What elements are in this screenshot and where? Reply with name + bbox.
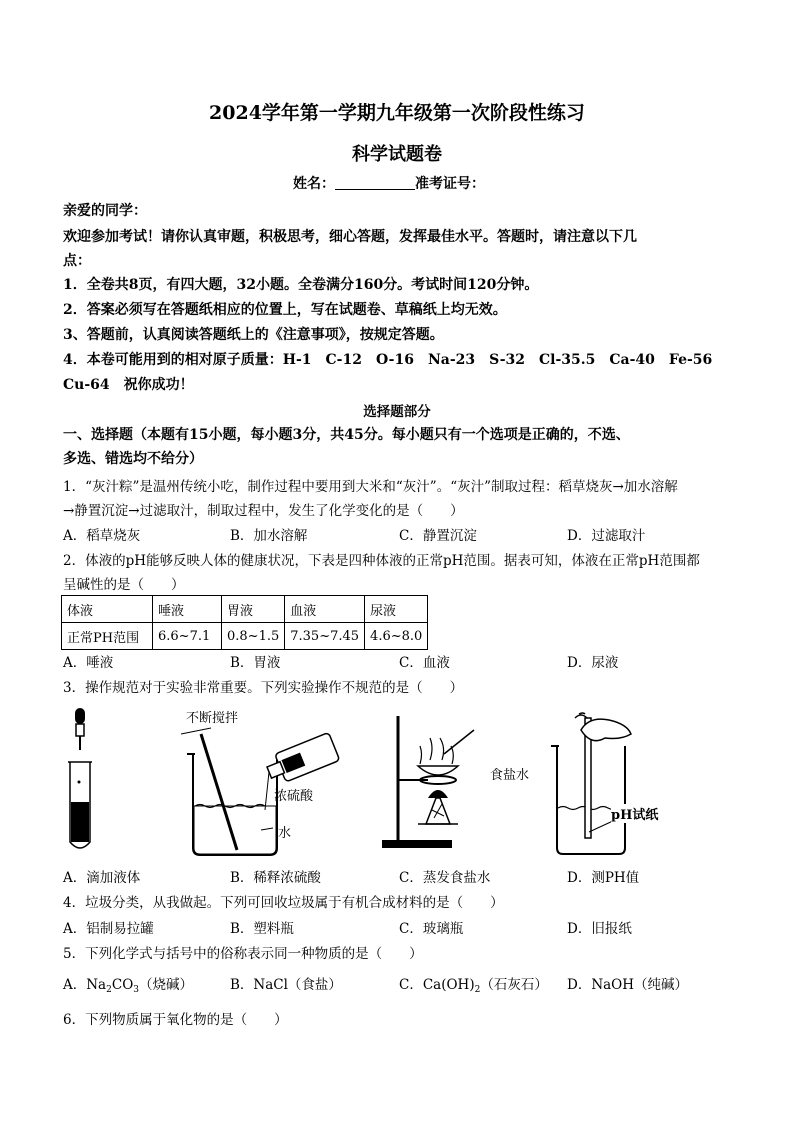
- q3-option-d: D．测PH值: [567, 870, 640, 886]
- label-water: 水: [278, 826, 292, 841]
- q1-option-b: B．加水溶解: [230, 528, 308, 544]
- q5-a-sub2: 3: [133, 985, 139, 995]
- q2-line-1: 2．体液的pH能够反映人体的健康状况，下表是四种体液的正常pH范围。据表可知，体液在正常pH范围都: [63, 553, 700, 569]
- table-cell: 血液: [285, 596, 365, 623]
- q1-option-d: D．过滤取汁: [567, 528, 646, 544]
- name-label: 姓名：: [293, 176, 335, 192]
- q5-option-a: [63, 973, 193, 995]
- table-row: [62, 623, 428, 650]
- welcome-line-1: 欢迎参加考试！请你认真审题，积极思考，细心答题，发挥最佳水平。答题时，请注意以下几: [63, 229, 637, 245]
- q5-c-formula-pre: C．Ca(OH): [399, 977, 475, 993]
- candidate-info: [293, 173, 485, 193]
- welcome-line-2: 点：: [63, 253, 91, 269]
- evaporate-figure: [378, 712, 493, 852]
- table-cell: 6.6~7.1: [153, 623, 222, 650]
- q1-line-1: 1．“灰汁粽”是温州传统小吃，制作过程中要用到大米和“灰汁”。“灰汁”制取过程：稻草烧灰→加水溶解: [63, 479, 678, 495]
- q2-option-b: B．胃液: [230, 655, 281, 671]
- q2-line-2: 呈碱性的是（ ）: [63, 577, 185, 593]
- q5-option-d: D．NaOH（纯碱）: [567, 977, 689, 993]
- q5-a-sub1: 2: [106, 985, 112, 995]
- q4-option-d: D．旧报纸: [567, 921, 632, 937]
- q5-a-name: （烧碱）: [139, 977, 193, 993]
- q4-option-b: B．塑料瓶: [230, 921, 294, 937]
- q3-line-1: 3．操作规范对于实验非常重要。下列实验操作不规范的是（ ）: [63, 680, 464, 696]
- table-cell: 唾液: [153, 596, 222, 623]
- q2-option-d: D．尿液: [567, 655, 619, 671]
- label-stir: 不断搅拌: [186, 711, 239, 726]
- dilute-acid-figure: [175, 710, 345, 860]
- label-acid: 浓硫酸: [274, 789, 314, 804]
- q5-c-sub: 2: [474, 985, 481, 995]
- q3-option-c: C．蒸发食盐水: [399, 870, 491, 886]
- rule-4-line-1: 4．本卷可能用到的相对原子质量：H-1 C-12 O-16 Na-23 S-32 Cl-35.5 Ca-40 Fe-56: [63, 352, 713, 368]
- exam-no-label: 准考证号：: [415, 176, 485, 192]
- name-blank: [335, 175, 415, 190]
- ph-measure-figure: [545, 712, 655, 860]
- q5-c-name: （石灰石）: [480, 977, 548, 993]
- q1-option-a: A．稻草烧灰: [63, 528, 141, 544]
- q1-line-2: →静置沉淀→过滤取汁，制取过程中，发生了化学变化的是（ ）: [63, 503, 464, 519]
- q2-option-c: C．血液: [399, 655, 450, 671]
- ph-table: [61, 595, 428, 650]
- q4-option-a: A．铝制易拉罐: [63, 921, 154, 937]
- q5-line-1: 5．下列化学式与括号中的俗称表示同一种物质的是（ ）: [63, 946, 423, 962]
- page-title: 2024学年第一学期九年级第一次阶段性练习: [209, 102, 585, 124]
- table-row: [62, 596, 428, 623]
- q3-option-a: A．滴加液体: [63, 870, 141, 886]
- q5-option-c: [399, 973, 548, 995]
- q5-a-formula-pre: A．Na: [63, 977, 107, 993]
- label-salt-water: 食盐水: [490, 768, 530, 783]
- table-cell: 尿液: [365, 596, 428, 623]
- q6-line-1: 6．下列物质属于氧化物的是（ ）: [63, 1012, 288, 1028]
- section-heading-line-2: 多选、错选均不给分）: [63, 451, 203, 467]
- q1-option-c: C．静置沉淀: [399, 528, 477, 544]
- q4-option-c: C．玻璃瓶: [399, 921, 464, 937]
- table-cell: 4.6~8.0: [365, 623, 428, 650]
- q4-line-1: 4．垃圾分类，从我做起。下列可回收垃圾属于有机合成材料的是（ ）: [63, 895, 504, 911]
- rule-2: 2．答案必须写在答题纸相应的位置上，写在试题卷、草稿纸上均无效。: [63, 302, 507, 318]
- q2-option-a: A．唾液: [63, 655, 114, 671]
- q3-option-b: B．稀释浓硫酸: [230, 870, 321, 886]
- rule-3: 3、答题前，认真阅读答题纸上的《注意事项》，按规定答题。: [63, 327, 444, 343]
- section-heading-line-1: 一、选择题（本题有15小题，每小题3分，共45分。每小题只有一个选项是正确的，不选、: [63, 427, 630, 443]
- rule-4-line-2: Cu-64 祝你成功！: [63, 377, 194, 393]
- rule-1: 1．全卷共8页，有四大题，32小题。全卷满分160分。考试时间120分钟。: [63, 277, 539, 293]
- q5-a-formula-mid: CO: [111, 977, 134, 993]
- section-label: 选择题部分: [363, 404, 431, 420]
- table-cell: 正常PH范围: [62, 623, 153, 650]
- label-ph-paper: pH试纸: [611, 804, 658, 823]
- dropper-testtube-figure: [62, 702, 102, 858]
- q5-option-b: B．NaCl（食盐）: [230, 977, 342, 993]
- table-cell: 0.8~1.5: [222, 623, 285, 650]
- table-cell: 体液: [62, 596, 153, 623]
- page-subtitle: 科学试题卷: [352, 144, 442, 165]
- table-cell: 胃液: [222, 596, 285, 623]
- greeting: 亲爱的同学：: [63, 203, 147, 219]
- table-cell: 7.35~7.45: [285, 623, 365, 650]
